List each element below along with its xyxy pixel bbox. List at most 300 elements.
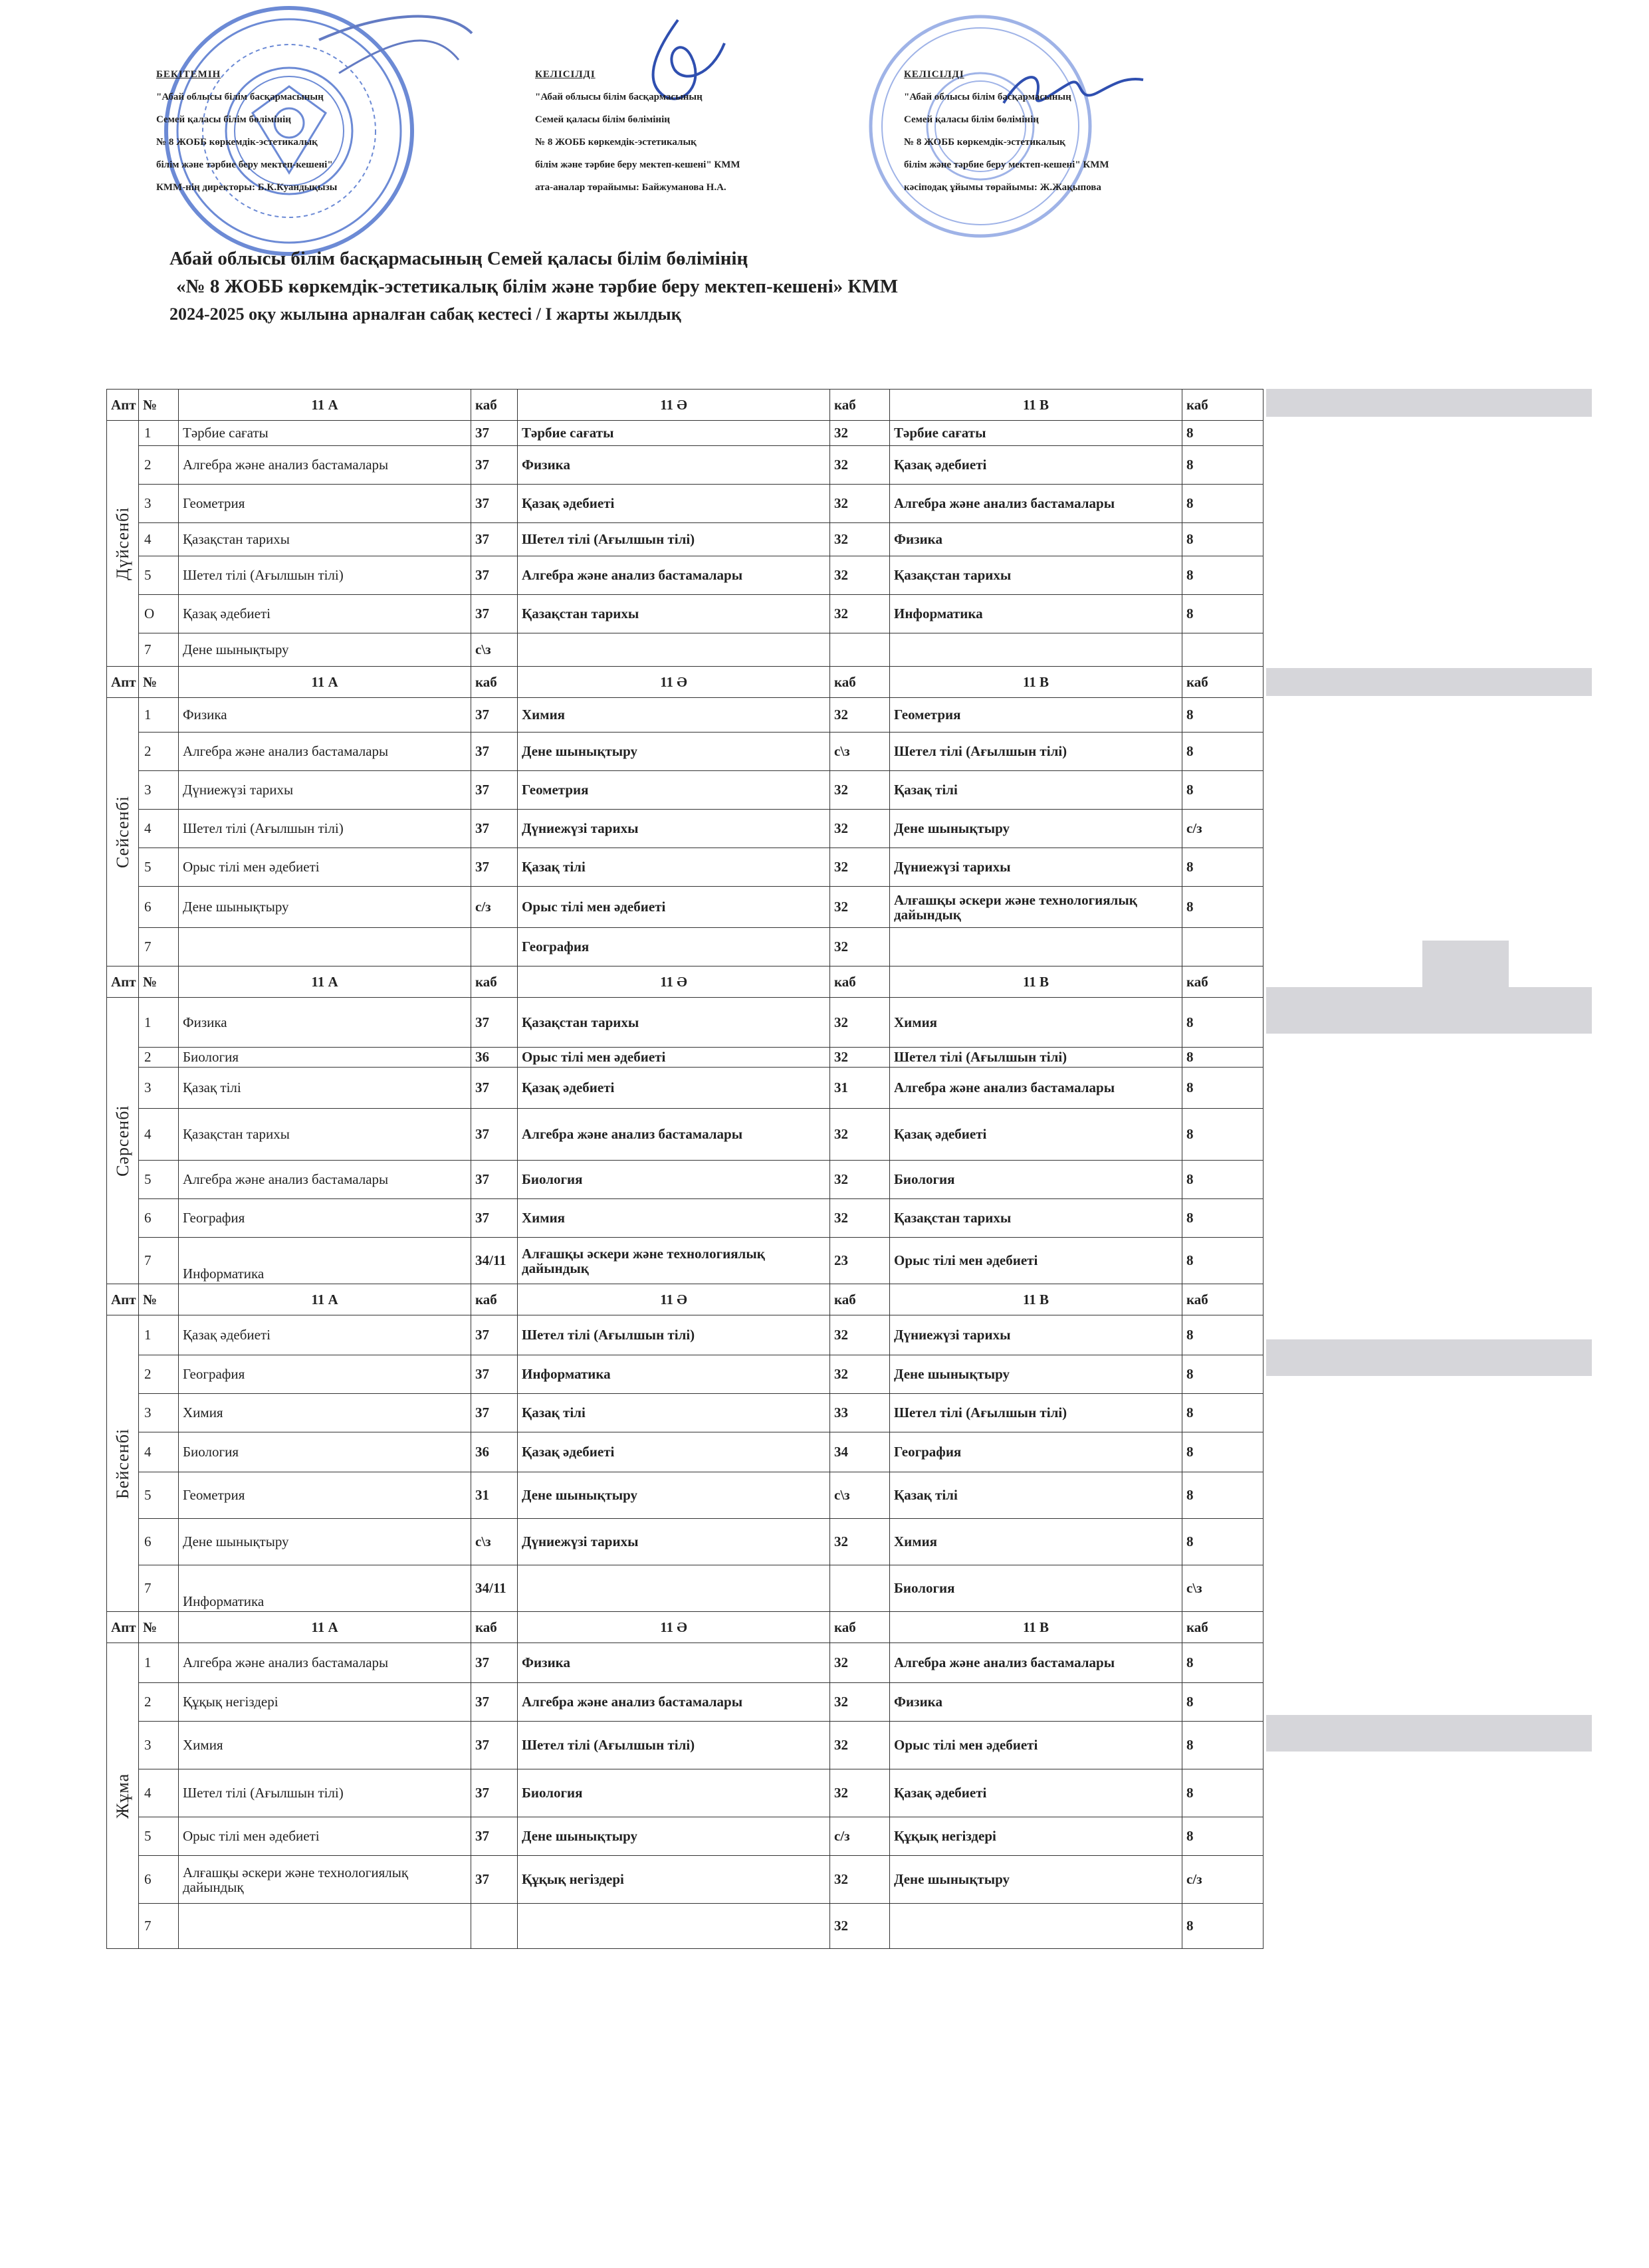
lesson-number: 2 [139, 1355, 179, 1394]
approval-title: БЕКІТЕМІН [156, 69, 221, 80]
subject-11a: Алгебра және анализ бастамалары [179, 733, 471, 771]
lesson-row [107, 446, 1264, 485]
lesson-number: 1 [139, 698, 179, 733]
header-day-cell: Апт [107, 390, 139, 421]
weekday-label: Сейсенбі [107, 698, 139, 966]
subject-11v: Қазақ әдебиеті [890, 1109, 1182, 1161]
room-11v: 8 [1182, 848, 1264, 887]
lesson-row [107, 1109, 1264, 1161]
lesson-number: 6 [139, 1519, 179, 1565]
room-11a: 37 [471, 1068, 518, 1109]
subject-11a: Қазақ әдебиеті [179, 595, 471, 633]
room-11a: 36 [471, 1048, 518, 1068]
heading-line-3: 2024-2025 оқу жылына арналған сабақ кестесі / І жарты жылдық [169, 304, 681, 324]
approval-line: Семей қаласы білім бөлімінің [535, 114, 670, 125]
weekday-label: Бейсенбі [107, 1315, 139, 1612]
room-11v: 8 [1182, 523, 1264, 556]
subject-11v: Алғашқы әскери және технологиялық дайындық [890, 887, 1182, 928]
subject-11a: Қазақ әдебиеті [179, 1315, 471, 1355]
lesson-number: 7 [139, 1238, 179, 1284]
lesson-row [107, 887, 1264, 928]
subject-11ae: Дүниежүзі тарихы [518, 1519, 830, 1565]
room-11a: 37 [471, 771, 518, 810]
subject-11ae: Дүниежүзі тарихы [518, 810, 830, 848]
header-number-cell: № [139, 1612, 179, 1643]
room-11v: 8 [1182, 1199, 1264, 1238]
subject-11ae [518, 1565, 830, 1612]
lesson-row [107, 1683, 1264, 1722]
subject-11ae: Химия [518, 698, 830, 733]
subject-11v: Дүниежүзі тарихы [890, 848, 1182, 887]
subject-11v: Геометрия [890, 698, 1182, 733]
approval-block-director [156, 63, 337, 199]
room-11a: с\з [471, 1519, 518, 1565]
header-class-cell: 11 А [179, 667, 471, 698]
room-11ae: 32 [830, 928, 890, 966]
approval-line: № 8 ЖОББ көркемдік-эстетикалық [904, 137, 1065, 148]
lesson-row [107, 1068, 1264, 1109]
document-heading [169, 245, 898, 328]
header-room-cell: каб [471, 1284, 518, 1315]
room-11v: 8 [1182, 1643, 1264, 1683]
subject-11v: Қазақ тілі [890, 1472, 1182, 1519]
approval-block-union [904, 63, 1109, 199]
subject-11a: Алгебра және анализ бастамалары [179, 446, 471, 485]
lesson-row [107, 733, 1264, 771]
header-room-cell: каб [830, 1284, 890, 1315]
room-11a [471, 928, 518, 966]
header-class-cell: 11 А [179, 1284, 471, 1315]
approval-title: КЕЛІСІЛДІ [904, 69, 964, 80]
lesson-number: 5 [139, 848, 179, 887]
lesson-row [107, 1904, 1264, 1949]
approval-block-parents [535, 63, 740, 199]
subject-11ae: Қазақ тілі [518, 848, 830, 887]
scan-strip [1422, 941, 1509, 987]
subject-11v: Химия [890, 998, 1182, 1048]
header-number-cell: № [139, 966, 179, 998]
room-11ae: 32 [830, 595, 890, 633]
lesson-number: 4 [139, 1432, 179, 1472]
header-class-cell: 11 В [890, 966, 1182, 998]
room-11v: 8 [1182, 1048, 1264, 1068]
lesson-row [107, 1519, 1264, 1565]
room-11v: с/з [1182, 810, 1264, 848]
room-11ae: 32 [830, 1109, 890, 1161]
subject-11v: Дене шынықтыру [890, 1856, 1182, 1904]
subject-11v: Құқық негіздері [890, 1817, 1182, 1856]
subject-11a: Информатика [179, 1238, 471, 1284]
room-11ae: 32 [830, 523, 890, 556]
subject-11v: Дене шынықтыру [890, 810, 1182, 848]
subject-11ae: Физика [518, 446, 830, 485]
room-11v: 8 [1182, 446, 1264, 485]
header-room-cell: каб [1182, 1284, 1264, 1315]
header-room-cell: каб [471, 390, 518, 421]
lesson-number: 7 [139, 1565, 179, 1612]
subject-11ae [518, 633, 830, 667]
subject-11a: Биология [179, 1432, 471, 1472]
header-room-cell: каб [1182, 1612, 1264, 1643]
approval-line: Семей қаласы білім бөлімінің [156, 114, 291, 125]
lesson-number: 1 [139, 1315, 179, 1355]
lesson-row [107, 1315, 1264, 1355]
room-11v: 8 [1182, 1109, 1264, 1161]
lesson-row [107, 523, 1264, 556]
lesson-row [107, 1817, 1264, 1856]
subject-11ae: Физика [518, 1643, 830, 1683]
subject-11ae: Орыс тілі мен әдебиеті [518, 1048, 830, 1068]
day-header-row [107, 667, 1264, 698]
subject-11ae: Дене шынықтыру [518, 1472, 830, 1519]
lesson-number: О [139, 595, 179, 633]
subject-11a: Қазақстан тарихы [179, 1109, 471, 1161]
room-11ae: 32 [830, 1643, 890, 1683]
subject-11ae: Қазақстан тарихы [518, 595, 830, 633]
subject-11ae: Дене шынықтыру [518, 1817, 830, 1856]
header-number-cell: № [139, 390, 179, 421]
lesson-row [107, 810, 1264, 848]
header-class-cell: 11 В [890, 1284, 1182, 1315]
room-11ae: 32 [830, 1683, 890, 1722]
approval-line: "Абай облысы білім басқармасының [535, 92, 703, 102]
lesson-number: 3 [139, 1394, 179, 1432]
weekday-label: Дүйсенбі [107, 421, 139, 667]
subject-11ae: Химия [518, 1199, 830, 1238]
room-11v: 8 [1182, 698, 1264, 733]
header-class-cell: 11 А [179, 390, 471, 421]
header-day-cell: Апт [107, 667, 139, 698]
room-11v: 8 [1182, 595, 1264, 633]
subject-11ae: Биология [518, 1769, 830, 1817]
lesson-row [107, 421, 1264, 446]
subject-11a: Тәрбие сағаты [179, 421, 471, 446]
header-day-cell: Апт [107, 1612, 139, 1643]
room-11ae: 32 [830, 887, 890, 928]
lesson-row [107, 1643, 1264, 1683]
header-room-cell: каб [471, 1612, 518, 1643]
subject-11v: Шетел тілі (Ағылшын тілі) [890, 1394, 1182, 1432]
room-11ae [830, 633, 890, 667]
room-11ae: 32 [830, 848, 890, 887]
lesson-number: 3 [139, 1722, 179, 1769]
lesson-row [107, 1472, 1264, 1519]
room-11a: 37 [471, 1355, 518, 1394]
subject-11v: Тәрбие сағаты [890, 421, 1182, 446]
room-11ae: 32 [830, 998, 890, 1048]
room-11a: 37 [471, 523, 518, 556]
subject-11ae: Қазақ әдебиеті [518, 1068, 830, 1109]
subject-11ae: Шетел тілі (Ағылшын тілі) [518, 1722, 830, 1769]
subject-11v: Алгебра және анализ бастамалары [890, 485, 1182, 523]
header-class-cell: 11 Ә [518, 1284, 830, 1315]
header-room-cell: каб [471, 667, 518, 698]
approval-title: КЕЛІСІЛДІ [535, 69, 596, 80]
room-11ae: 32 [830, 556, 890, 595]
subject-11ae: Құқық негіздері [518, 1856, 830, 1904]
room-11ae: с\з [830, 1472, 890, 1519]
room-11v: 8 [1182, 485, 1264, 523]
subject-11a: Қазақ тілі [179, 1068, 471, 1109]
scan-strip [1266, 668, 1592, 696]
room-11a: 34/11 [471, 1565, 518, 1612]
room-11a: 31 [471, 1472, 518, 1519]
room-11a: 36 [471, 1432, 518, 1472]
subject-11v: Шетел тілі (Ағылшын тілі) [890, 733, 1182, 771]
room-11ae: 32 [830, 1355, 890, 1394]
lesson-number: 7 [139, 633, 179, 667]
room-11a: 37 [471, 485, 518, 523]
header-class-cell: 11 Ә [518, 1612, 830, 1643]
subject-11v: Қазақ әдебиеті [890, 446, 1182, 485]
room-11a [471, 1904, 518, 1949]
subject-11v: Физика [890, 523, 1182, 556]
subject-11ae: Қазақ тілі [518, 1394, 830, 1432]
subject-11a: Физика [179, 698, 471, 733]
room-11a: 37 [471, 1817, 518, 1856]
subject-11ae: Алгебра және анализ бастамалары [518, 1683, 830, 1722]
subject-11v: Дене шынықтыру [890, 1355, 1182, 1394]
lesson-row [107, 848, 1264, 887]
lesson-row [107, 1161, 1264, 1199]
subject-11v: Орыс тілі мен әдебиеті [890, 1722, 1182, 1769]
lesson-row [107, 1722, 1264, 1769]
room-11a: 37 [471, 698, 518, 733]
room-11a: 37 [471, 1161, 518, 1199]
approval-line: ата-аналар төрайымы: Байжуманова Н.А. [535, 182, 726, 193]
lesson-number: 4 [139, 523, 179, 556]
room-11ae [830, 1565, 890, 1612]
approval-line: білім және тәрбие беру мектеп-кешені" КММ [535, 160, 740, 170]
room-11ae: 32 [830, 1315, 890, 1355]
lesson-row [107, 1565, 1264, 1612]
subject-11a: Орыс тілі мен әдебиеті [179, 1817, 471, 1856]
header-number-cell: № [139, 667, 179, 698]
lesson-number: 1 [139, 1643, 179, 1683]
approval-line: КММ-нің директоры: Б.К.Куандықызы [156, 182, 338, 193]
subject-11a: Шетел тілі (Ағылшын тілі) [179, 1769, 471, 1817]
approval-line: "Абай облысы білім басқармасының [156, 92, 324, 102]
room-11a: 37 [471, 1109, 518, 1161]
subject-11v: Қазақ тілі [890, 771, 1182, 810]
room-11v: с/з [1182, 1856, 1264, 1904]
room-11ae: 34 [830, 1432, 890, 1472]
heading-line-2: «№ 8 ЖОББ көркемдік-эстетикалық білім және тәрбие беру мектеп-кешені» КММ [176, 276, 899, 297]
subject-11ae: Биология [518, 1161, 830, 1199]
header-room-cell: каб [1182, 667, 1264, 698]
subject-11ae: Қазақ әдебиеті [518, 485, 830, 523]
subject-11a: Геометрия [179, 485, 471, 523]
lesson-number: 5 [139, 1161, 179, 1199]
header-class-cell: 11 Ә [518, 667, 830, 698]
room-11a: 37 [471, 421, 518, 446]
lesson-row [107, 698, 1264, 733]
lesson-row [107, 1199, 1264, 1238]
room-11v: 8 [1182, 1519, 1264, 1565]
room-11ae: 32 [830, 1048, 890, 1068]
room-11v: 8 [1182, 1161, 1264, 1199]
scan-strip [1266, 389, 1592, 417]
room-11a: 37 [471, 733, 518, 771]
room-11ae: 32 [830, 485, 890, 523]
header-class-cell: 11 Ә [518, 966, 830, 998]
subject-11a: География [179, 1199, 471, 1238]
subject-11ae: Қазақстан тарихы [518, 998, 830, 1048]
room-11ae: 32 [830, 1161, 890, 1199]
lesson-row [107, 928, 1264, 966]
subject-11a: Шетел тілі (Ағылшын тілі) [179, 556, 471, 595]
room-11v: с\з [1182, 1565, 1264, 1612]
header-room-cell: каб [830, 966, 890, 998]
room-11a: 37 [471, 1769, 518, 1817]
room-11ae: 32 [830, 1722, 890, 1769]
lesson-number: 6 [139, 1856, 179, 1904]
room-11ae: 32 [830, 771, 890, 810]
room-11a: 37 [471, 1199, 518, 1238]
subject-11a: Геометрия [179, 1472, 471, 1519]
room-11ae: 23 [830, 1238, 890, 1284]
room-11v: 8 [1182, 998, 1264, 1048]
header-room-cell: каб [830, 390, 890, 421]
room-11ae: 33 [830, 1394, 890, 1432]
room-11a: 37 [471, 1315, 518, 1355]
room-11ae: 32 [830, 1769, 890, 1817]
lesson-row [107, 771, 1264, 810]
weekday-label: Жұма [107, 1643, 139, 1949]
room-11a: 37 [471, 1683, 518, 1722]
subject-11ae: Алгебра және анализ бастамалары [518, 556, 830, 595]
subject-11v: Шетел тілі (Ағылшын тілі) [890, 1048, 1182, 1068]
scan-strip [1266, 1715, 1592, 1752]
header-room-cell: каб [830, 667, 890, 698]
subject-11a: Қазақстан тарихы [179, 523, 471, 556]
approval-line: кәсіподақ ұйымы төрайымы: Ж.Жақыпова [904, 182, 1101, 193]
header-class-cell: 11 А [179, 1612, 471, 1643]
subject-11ae: Геометрия [518, 771, 830, 810]
subject-11v: Алгебра және анализ бастамалары [890, 1068, 1182, 1109]
room-11a: 37 [471, 998, 518, 1048]
room-11a: 37 [471, 810, 518, 848]
room-11ae: с/з [830, 1817, 890, 1856]
lesson-row [107, 633, 1264, 667]
subject-11a: Құқық негіздері [179, 1683, 471, 1722]
room-11a: 37 [471, 1394, 518, 1432]
subject-11v: Қазақстан тарихы [890, 556, 1182, 595]
subject-11ae: Дене шынықтыру [518, 733, 830, 771]
room-11v: 8 [1182, 421, 1264, 446]
subject-11a: Дене шынықтыру [179, 633, 471, 667]
subject-11v: Қазақ әдебиеті [890, 1769, 1182, 1817]
subject-11v: Информатика [890, 595, 1182, 633]
subject-11a: Алгебра және анализ бастамалары [179, 1161, 471, 1199]
subject-11ae: География [518, 928, 830, 966]
room-11a: с/з [471, 887, 518, 928]
day-header-row [107, 966, 1264, 998]
room-11v: 8 [1182, 1355, 1264, 1394]
subject-11ae: Алгебра және анализ бастамалары [518, 1109, 830, 1161]
room-11ae: 32 [830, 421, 890, 446]
subject-11v: Биология [890, 1565, 1182, 1612]
subject-11ae: Орыс тілі мен әдебиеті [518, 887, 830, 928]
lesson-row [107, 1432, 1264, 1472]
subject-11a: География [179, 1355, 471, 1394]
room-11a: 37 [471, 595, 518, 633]
room-11v: 8 [1182, 1722, 1264, 1769]
approval-line: "Абай облысы білім басқармасының [904, 92, 1071, 102]
room-11v: 8 [1182, 1315, 1264, 1355]
header-room-cell: каб [471, 966, 518, 998]
subject-11v: Қазақстан тарихы [890, 1199, 1182, 1238]
lesson-number: 4 [139, 1109, 179, 1161]
subject-11v: География [890, 1432, 1182, 1472]
lesson-row [107, 485, 1264, 523]
lesson-row [107, 998, 1264, 1048]
header-room-cell: каб [1182, 390, 1264, 421]
header-number-cell: № [139, 1284, 179, 1315]
room-11ae: с\з [830, 733, 890, 771]
lesson-number: 3 [139, 771, 179, 810]
subject-11ae: Алғашқы әскери және технологиялық дайындық [518, 1238, 830, 1284]
lesson-row [107, 1769, 1264, 1817]
subject-11a [179, 928, 471, 966]
room-11a: 37 [471, 1856, 518, 1904]
header-class-cell: 11 В [890, 390, 1182, 421]
subject-11a: Физика [179, 998, 471, 1048]
lesson-number: 7 [139, 928, 179, 966]
room-11v: 8 [1182, 556, 1264, 595]
subject-11v: Биология [890, 1161, 1182, 1199]
room-11v [1182, 633, 1264, 667]
lesson-number: 5 [139, 556, 179, 595]
lesson-row [107, 1394, 1264, 1432]
room-11ae: 32 [830, 1199, 890, 1238]
subject-11ae: Тәрбие сағаты [518, 421, 830, 446]
lesson-number: 2 [139, 733, 179, 771]
day-header-row [107, 1284, 1264, 1315]
lesson-number: 2 [139, 446, 179, 485]
lesson-row [107, 556, 1264, 595]
room-11v: 8 [1182, 1394, 1264, 1432]
room-11v: 8 [1182, 771, 1264, 810]
lesson-row [107, 1856, 1264, 1904]
weekday-label: Сәрсенбі [107, 998, 139, 1284]
subject-11a: Химия [179, 1394, 471, 1432]
room-11ae: 32 [830, 1856, 890, 1904]
room-11v: 8 [1182, 1068, 1264, 1109]
header-day-cell: Апт [107, 966, 139, 998]
room-11ae: 32 [830, 810, 890, 848]
lesson-number: 1 [139, 998, 179, 1048]
room-11v: 8 [1182, 1472, 1264, 1519]
timetable [106, 389, 1264, 1949]
subject-11a: Дүниежүзі тарихы [179, 771, 471, 810]
room-11v [1182, 928, 1264, 966]
room-11v: 8 [1182, 1904, 1264, 1949]
lesson-number: 3 [139, 485, 179, 523]
subject-11a: Шетел тілі (Ағылшын тілі) [179, 810, 471, 848]
subject-11ae: Информатика [518, 1355, 830, 1394]
subject-11a: Биология [179, 1048, 471, 1068]
header-class-cell: 11 Ә [518, 390, 830, 421]
room-11a: 37 [471, 556, 518, 595]
room-11v: 8 [1182, 1238, 1264, 1284]
subject-11ae: Шетел тілі (Ағылшын тілі) [518, 1315, 830, 1355]
subject-11a: Орыс тілі мен әдебиеті [179, 848, 471, 887]
header-class-cell: 11 В [890, 1612, 1182, 1643]
room-11a: 37 [471, 446, 518, 485]
header-class-cell: 11 В [890, 667, 1182, 698]
room-11v: 8 [1182, 1432, 1264, 1472]
